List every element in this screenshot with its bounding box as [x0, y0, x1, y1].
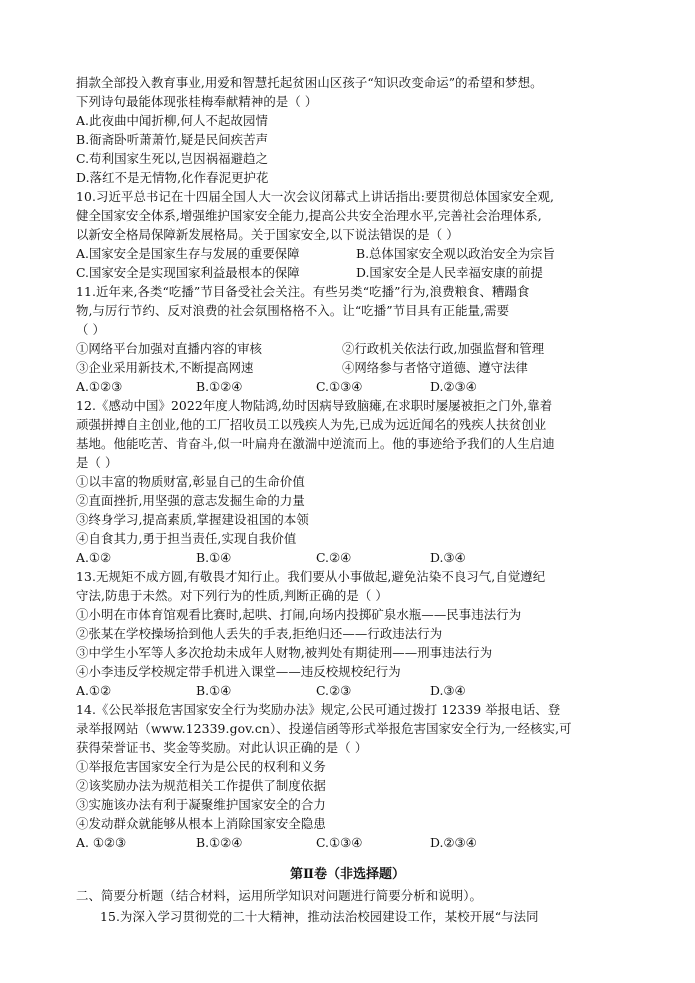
q13-item-1: ①小明在市体育馆观看比赛时,起哄、打闹,向场内投掷矿泉水瓶——民事违法行为	[76, 607, 522, 622]
q11-item-1: ①网络平台加强对直播内容的审核	[76, 341, 262, 356]
q14-item-3: ③实施该办法有利于凝聚维护国家安全的合力	[76, 797, 326, 812]
q11-stem-line-2: 物,与厉行节约、反对浪费的社会氛围格格不入。让“吃播”节目具有正能量,需要	[76, 303, 510, 318]
q10-option-d: D.国家安全是人民幸福安康的前提	[356, 265, 543, 280]
q11-option-a: A.①②③	[76, 379, 123, 394]
q12-item-3: ③终身学习,提高素质,掌握建设祖国的本领	[76, 512, 309, 527]
q11-option-d: D.②③④	[430, 379, 477, 394]
q9-stem-line-1: 捐款全部投入教育事业,用爱和智慧托起贫困山区孩子“知识改变命运”的希望和梦想。	[76, 75, 543, 90]
q9-option-a: A.此夜曲中闻折柳,何人不起故园情	[76, 113, 268, 128]
q12-item-1: ①以丰富的物质财富,彰显自己的生命价值	[76, 474, 305, 489]
q12-stem-line-1: 12.《感动中国》2022年度人物陆鸿,幼时因病导致脑瘫,在求职时屡屡被拒之门外,靠着	[76, 398, 553, 413]
q12-stem-line-4: 是（ ）	[76, 455, 118, 470]
q12-item-2: ②直面挫折,用坚强的意志发掘生命的力量	[76, 493, 305, 508]
q13-option-b: B.①④	[196, 683, 232, 698]
q12-option-a: A.①②	[76, 550, 112, 565]
q14-option-c: C.①③④	[316, 835, 363, 850]
q14-stem-line-1: 14.《公民举报危害国家安全行为奖励办法》规定,公民可通过拨打 12339 举报电话、登	[76, 702, 561, 717]
q13-stem-line-1: 13.无规矩不成方圆,有敬畏才知行止。我们要从小事做起,避免沾染不良习气,自觉遵纪	[76, 569, 546, 584]
q11-stem-line-3: （ ）	[76, 322, 106, 337]
q10-option-b: B.总体国家安全观以政治安全为宗旨	[356, 246, 555, 261]
q11-item-3: ③企业采用新技术,不断提高网速	[76, 360, 254, 375]
q11-item-4: ④网络参与者恪守道德、遵守法律	[342, 360, 528, 375]
q12-option-d: D.③④	[430, 550, 466, 565]
q14-stem-line-2: 录举报网站（www.12339.gov.cn）、投递信函等形式举报危害国家安全行为,一经核实,可	[76, 721, 572, 736]
q11-stem-line-1: 11.近年来,各类“吃播”节目备受社会关注。有些另类“吃播”行为,浪费粮食、糟蹋食	[76, 284, 530, 299]
q13-option-d: D.③④	[430, 683, 466, 698]
part-2-heading: 第Ⅱ卷（非选择题）	[290, 867, 405, 882]
q12-stem-line-2: 顽强拼搏自主创业,他的工厂招收员工以残疾人为先,已成为远近闻名的残疾人扶贫创业	[76, 417, 547, 432]
q14-option-d: D.②③④	[430, 835, 477, 850]
q10-stem-line-3: 以新安全格局保障新发展格局。关于国家安全,以下说法错误的是（ ）	[76, 227, 459, 242]
q14-item-1: ①举报危害国家安全行为是公民的权利和义务	[76, 759, 326, 774]
q11-option-c: C.①③④	[316, 379, 363, 394]
q9-option-c: C.苟利国家生死以,岂因祸福避趋之	[76, 151, 269, 166]
q9-stem-line-2: 下列诗句最能体现张桂梅奉献精神的是（ ）	[76, 94, 318, 109]
q13-stem-line-2: 守法,防患于未然。对下列行为的性质,判断正确的是（ ）	[76, 588, 388, 603]
q10-stem-line-1: 10.习近平总书记在十四届全国人大一次会议闭幕式上讲话指出:要贯彻总体国家安全观,	[76, 189, 554, 204]
q14-stem-line-3: 获得荣誉证书、奖金等奖励。对此认识正确的是（ ）	[76, 740, 368, 755]
q13-option-a: A.①②	[76, 683, 112, 698]
q11-option-b: B.①②④	[196, 379, 243, 394]
section-2-heading: 二、简要分析题（结合材料，运用所学知识对问题进行简要分析和说明）。	[76, 888, 482, 903]
q11-item-2: ②行政机关依法行政,加强监督和管理	[342, 341, 545, 356]
q12-option-c: C.②④	[316, 550, 352, 565]
q12-option-b: B.①④	[196, 550, 232, 565]
q14-item-4: ④发动群众就能够从根本上消除国家安全隐患	[76, 816, 326, 831]
q12-item-4: ④自食其力,勇于担当责任,实现自我价值	[76, 531, 297, 546]
q13-item-3: ③中学生小军等人多次抢劫未成年人财物,被判处有期徒刑——刑事违法行为	[76, 645, 493, 660]
q13-item-2: ②张某在学校操场拾到他人丢失的手表,拒绝归还——行政违法行为	[76, 626, 443, 641]
q13-option-c: C.②③	[316, 683, 352, 698]
q15-stem-line-1: 15.为深入学习贯彻党的二十大精神，推动法治校园建设工作，某校开展“与法同	[100, 909, 539, 924]
q9-option-b: B.衙斋卧听萧萧竹,疑是民间疾苦声	[76, 132, 269, 147]
q12-stem-line-3: 基地。他能吃苦、肯奋斗,似一叶扁舟在激湍中逆流而上。他的事迹给予我们的人生启迪	[76, 436, 555, 451]
q14-item-2: ②该奖励办法为规范相关工作提供了制度依据	[76, 778, 326, 793]
q10-option-a: A.国家安全是国家生存与发展的重要保障	[76, 246, 300, 261]
q13-item-4: ④小李违反学校规定带手机进入课堂——违反校规校纪行为	[76, 664, 401, 679]
q10-option-c: C.国家安全是实现国家利益最根本的保障	[76, 265, 300, 280]
q10-stem-line-2: 健全国家安全体系,增强维护国家安全能力,提高公共安全治理水平,完善社会治理体系,	[76, 208, 542, 223]
q14-option-a: A. ①②③	[76, 835, 127, 850]
q9-option-d: D.落红不是无情物,化作春泥更护花	[76, 170, 269, 185]
q14-option-b: B.①②④	[196, 835, 243, 850]
